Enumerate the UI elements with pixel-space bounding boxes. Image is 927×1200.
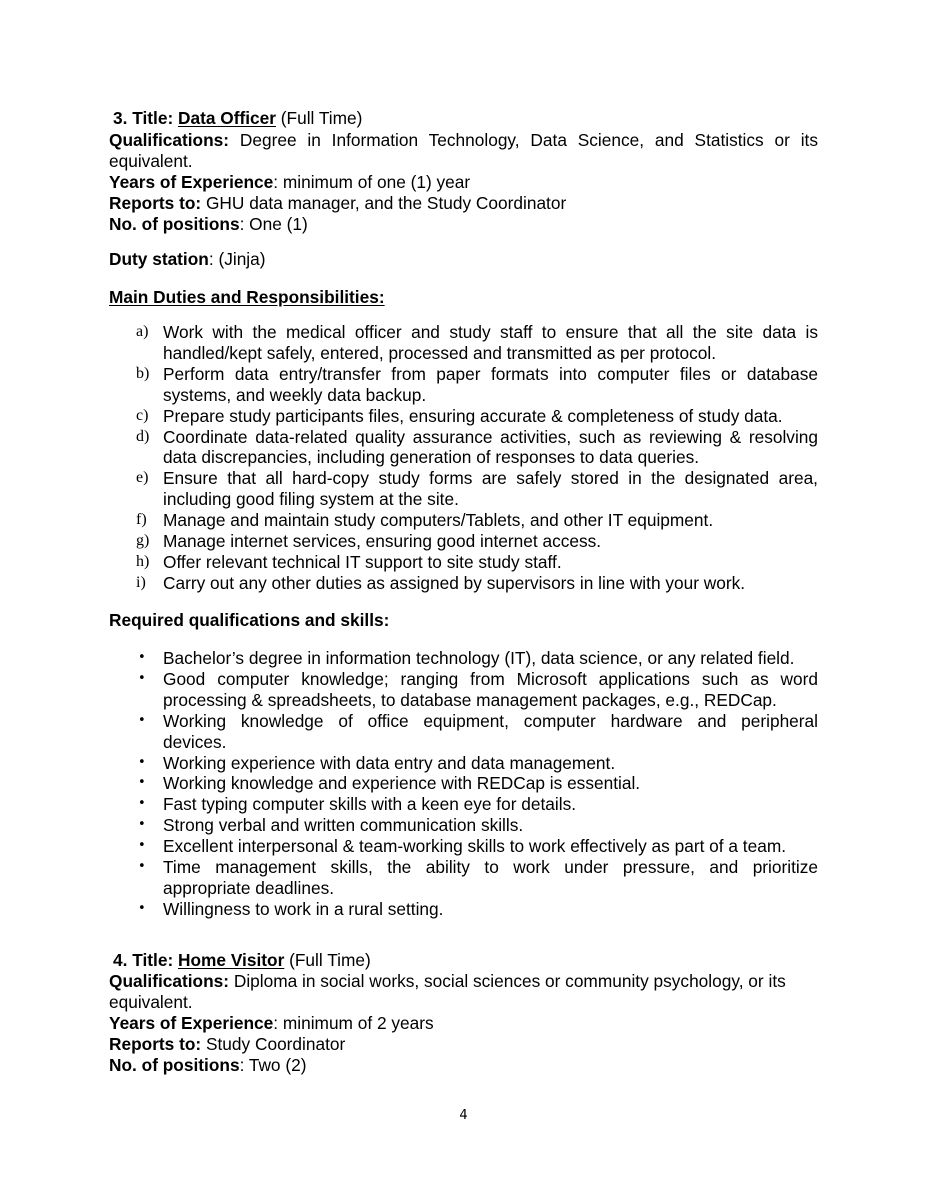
duty-item	[109, 427, 818, 469]
qualifications-line	[109, 971, 818, 992]
bullet-icon: •	[138, 838, 146, 854]
skill-item	[109, 836, 818, 857]
section-3-details	[109, 130, 818, 235]
positions-label: No. of positions	[109, 1054, 240, 1075]
list-marker: g)	[136, 532, 150, 550]
list-item-text: Coordinate data-related quality assurance activities, such as reviewing & resolving	[163, 426, 818, 447]
skill-item	[109, 857, 818, 899]
qualifications-continuation: equivalent.	[109, 991, 193, 1012]
experience-label: Years of Experience	[109, 1012, 274, 1033]
page-number: 4	[459, 1108, 468, 1123]
section-number: 3.	[113, 108, 128, 128]
list-marker: d)	[136, 427, 150, 445]
list-marker: a)	[136, 323, 149, 340]
list-item-text: Carry out any other duties as assigned by supervisors in line with your work.	[163, 572, 746, 593]
reports-line	[109, 193, 818, 214]
duty-item	[109, 364, 818, 406]
job-title: Home Visitor	[178, 950, 285, 970]
skill-item	[109, 648, 818, 669]
bullet-icon: •	[138, 796, 146, 812]
duty-item	[109, 468, 818, 510]
duty-station-value: : (Jinja)	[208, 249, 266, 269]
qualifications-text: Degree in Information Technology, Data Science, and Statistics or its	[239, 130, 818, 150]
positions-label: No. of positions	[109, 213, 240, 234]
skill-item	[109, 794, 818, 815]
positions-value: : Two (2)	[239, 1054, 307, 1075]
duty-item	[109, 573, 818, 594]
list-item-text: Time management skills, the ability to work under pressure, and prioritize	[163, 857, 818, 878]
list-item-text: Ensure that all hard-copy study forms are safely stored in the designated area,	[163, 468, 818, 489]
skills-heading: Required qualifications and skills:	[109, 610, 390, 630]
duty-item	[109, 510, 818, 531]
reports-label: Reports to:	[109, 192, 202, 213]
bullet-icon: •	[138, 775, 146, 791]
skill-item	[109, 899, 818, 920]
list-item-text: devices.	[163, 731, 227, 752]
duties-list	[109, 322, 818, 594]
skill-item	[109, 669, 818, 711]
duties-heading: Main Duties and Responsibilities:	[109, 287, 385, 307]
list-item-text: Working knowledge of office equipment, computer hardware and peripheral	[163, 710, 818, 731]
reports-value: GHU data manager, and the Study Coordinator	[205, 192, 567, 213]
qualifications-text: Diploma in social works, social sciences or community psychology, or its	[233, 971, 786, 991]
list-item-text: Good computer knowledge; ranging from Microsoft applications such as word	[163, 668, 818, 689]
section-3-title	[113, 108, 362, 129]
list-marker: h)	[136, 552, 150, 570]
list-item-text: Strong verbal and written communication skills.	[163, 815, 524, 836]
title-label: Title:	[132, 108, 174, 128]
list-item-text: processing & spreadsheets, to database management packages, e.g., REDCap.	[163, 689, 777, 710]
list-item-text: including good filing system at the site.	[163, 489, 459, 510]
qualifications-label: Qualifications:	[109, 130, 230, 150]
bullet-icon: •	[138, 712, 146, 728]
title-suffix: (Full Time)	[280, 108, 363, 128]
experience-value: : minimum of 2 years	[273, 1012, 434, 1033]
positions-value: : One (1)	[239, 213, 308, 234]
list-item-text: systems, and weekly data backup.	[163, 384, 427, 405]
experience-value: : minimum of one (1) year	[273, 171, 471, 192]
list-item-text: Excellent interpersonal & team-working skills to work effectively as part of a team.	[163, 836, 787, 857]
list-item-text: data discrepancies, including generation of responses to data queries.	[163, 447, 700, 468]
bullet-icon: •	[138, 817, 146, 833]
list-marker: i)	[136, 573, 146, 591]
list-item-text: appropriate deadlines.	[163, 877, 335, 898]
list-marker: f)	[136, 511, 147, 529]
title-label: Title:	[132, 950, 174, 970]
list-item-text: Manage and maintain study computers/Tablets, and other IT equipment.	[163, 510, 714, 531]
skill-item	[109, 773, 818, 794]
list-item-text: Working knowledge and experience with REDCap is essential.	[163, 773, 641, 794]
section-number: 4.	[113, 950, 128, 970]
reports-label: Reports to:	[109, 1033, 202, 1054]
skill-item	[109, 711, 818, 753]
list-item-text: Bachelor’s degree in information technology (IT), data science, or any related field.	[163, 648, 795, 668]
list-marker: c)	[136, 406, 149, 424]
title-suffix: (Full Time)	[289, 950, 371, 970]
duty-station-label: Duty station	[109, 249, 209, 269]
reports-line	[109, 1034, 818, 1055]
list-item-text: Willingness to work in a rural setting.	[163, 898, 444, 919]
bullet-icon: •	[138, 859, 146, 875]
skills-list	[109, 648, 818, 920]
duty-station-line	[109, 249, 818, 270]
experience-line	[109, 172, 818, 193]
skill-item	[109, 815, 818, 836]
bullet-icon: •	[138, 650, 146, 665]
bullet-icon: •	[138, 900, 146, 916]
job-title: Data Officer	[178, 108, 276, 128]
section-4-title	[113, 950, 371, 971]
qualifications-label: Qualifications:	[109, 971, 230, 991]
duty-item	[109, 322, 818, 364]
positions-line	[109, 214, 818, 235]
duty-item	[109, 552, 818, 573]
list-marker: e)	[136, 469, 149, 487]
section-4-details	[109, 971, 818, 1076]
qualifications-line	[109, 130, 818, 151]
duty-item	[109, 531, 818, 552]
list-item-text: Perform data entry/transfer from paper formats into computer files or database	[163, 363, 818, 384]
list-item-text: handled/kept safely, entered, processed and transmitted as per protocol.	[163, 342, 717, 363]
list-item-text: Fast typing computer skills with a keen eye for details.	[163, 794, 577, 815]
skill-item	[109, 753, 818, 774]
bullet-icon: •	[138, 670, 146, 686]
bullet-icon: •	[138, 754, 146, 770]
reports-value: Study Coordinator	[205, 1033, 346, 1054]
list-item-text: Manage internet services, ensuring good internet access.	[163, 531, 602, 552]
experience-label: Years of Experience	[109, 171, 274, 192]
list-item-text: Prepare study participants files, ensuring accurate & completeness of study data.	[163, 405, 783, 426]
list-item-text: Working experience with data entry and data management.	[163, 752, 616, 773]
list-marker: b)	[136, 364, 150, 382]
duty-item	[109, 406, 818, 427]
list-item-text: Offer relevant technical IT support to site study staff.	[163, 551, 562, 572]
qualifications-continuation: equivalent.	[109, 150, 193, 171]
positions-line	[109, 1055, 818, 1076]
experience-line	[109, 1013, 818, 1034]
list-item-text: Work with the medical officer and study staff to ensure that all the site data is	[163, 322, 818, 342]
